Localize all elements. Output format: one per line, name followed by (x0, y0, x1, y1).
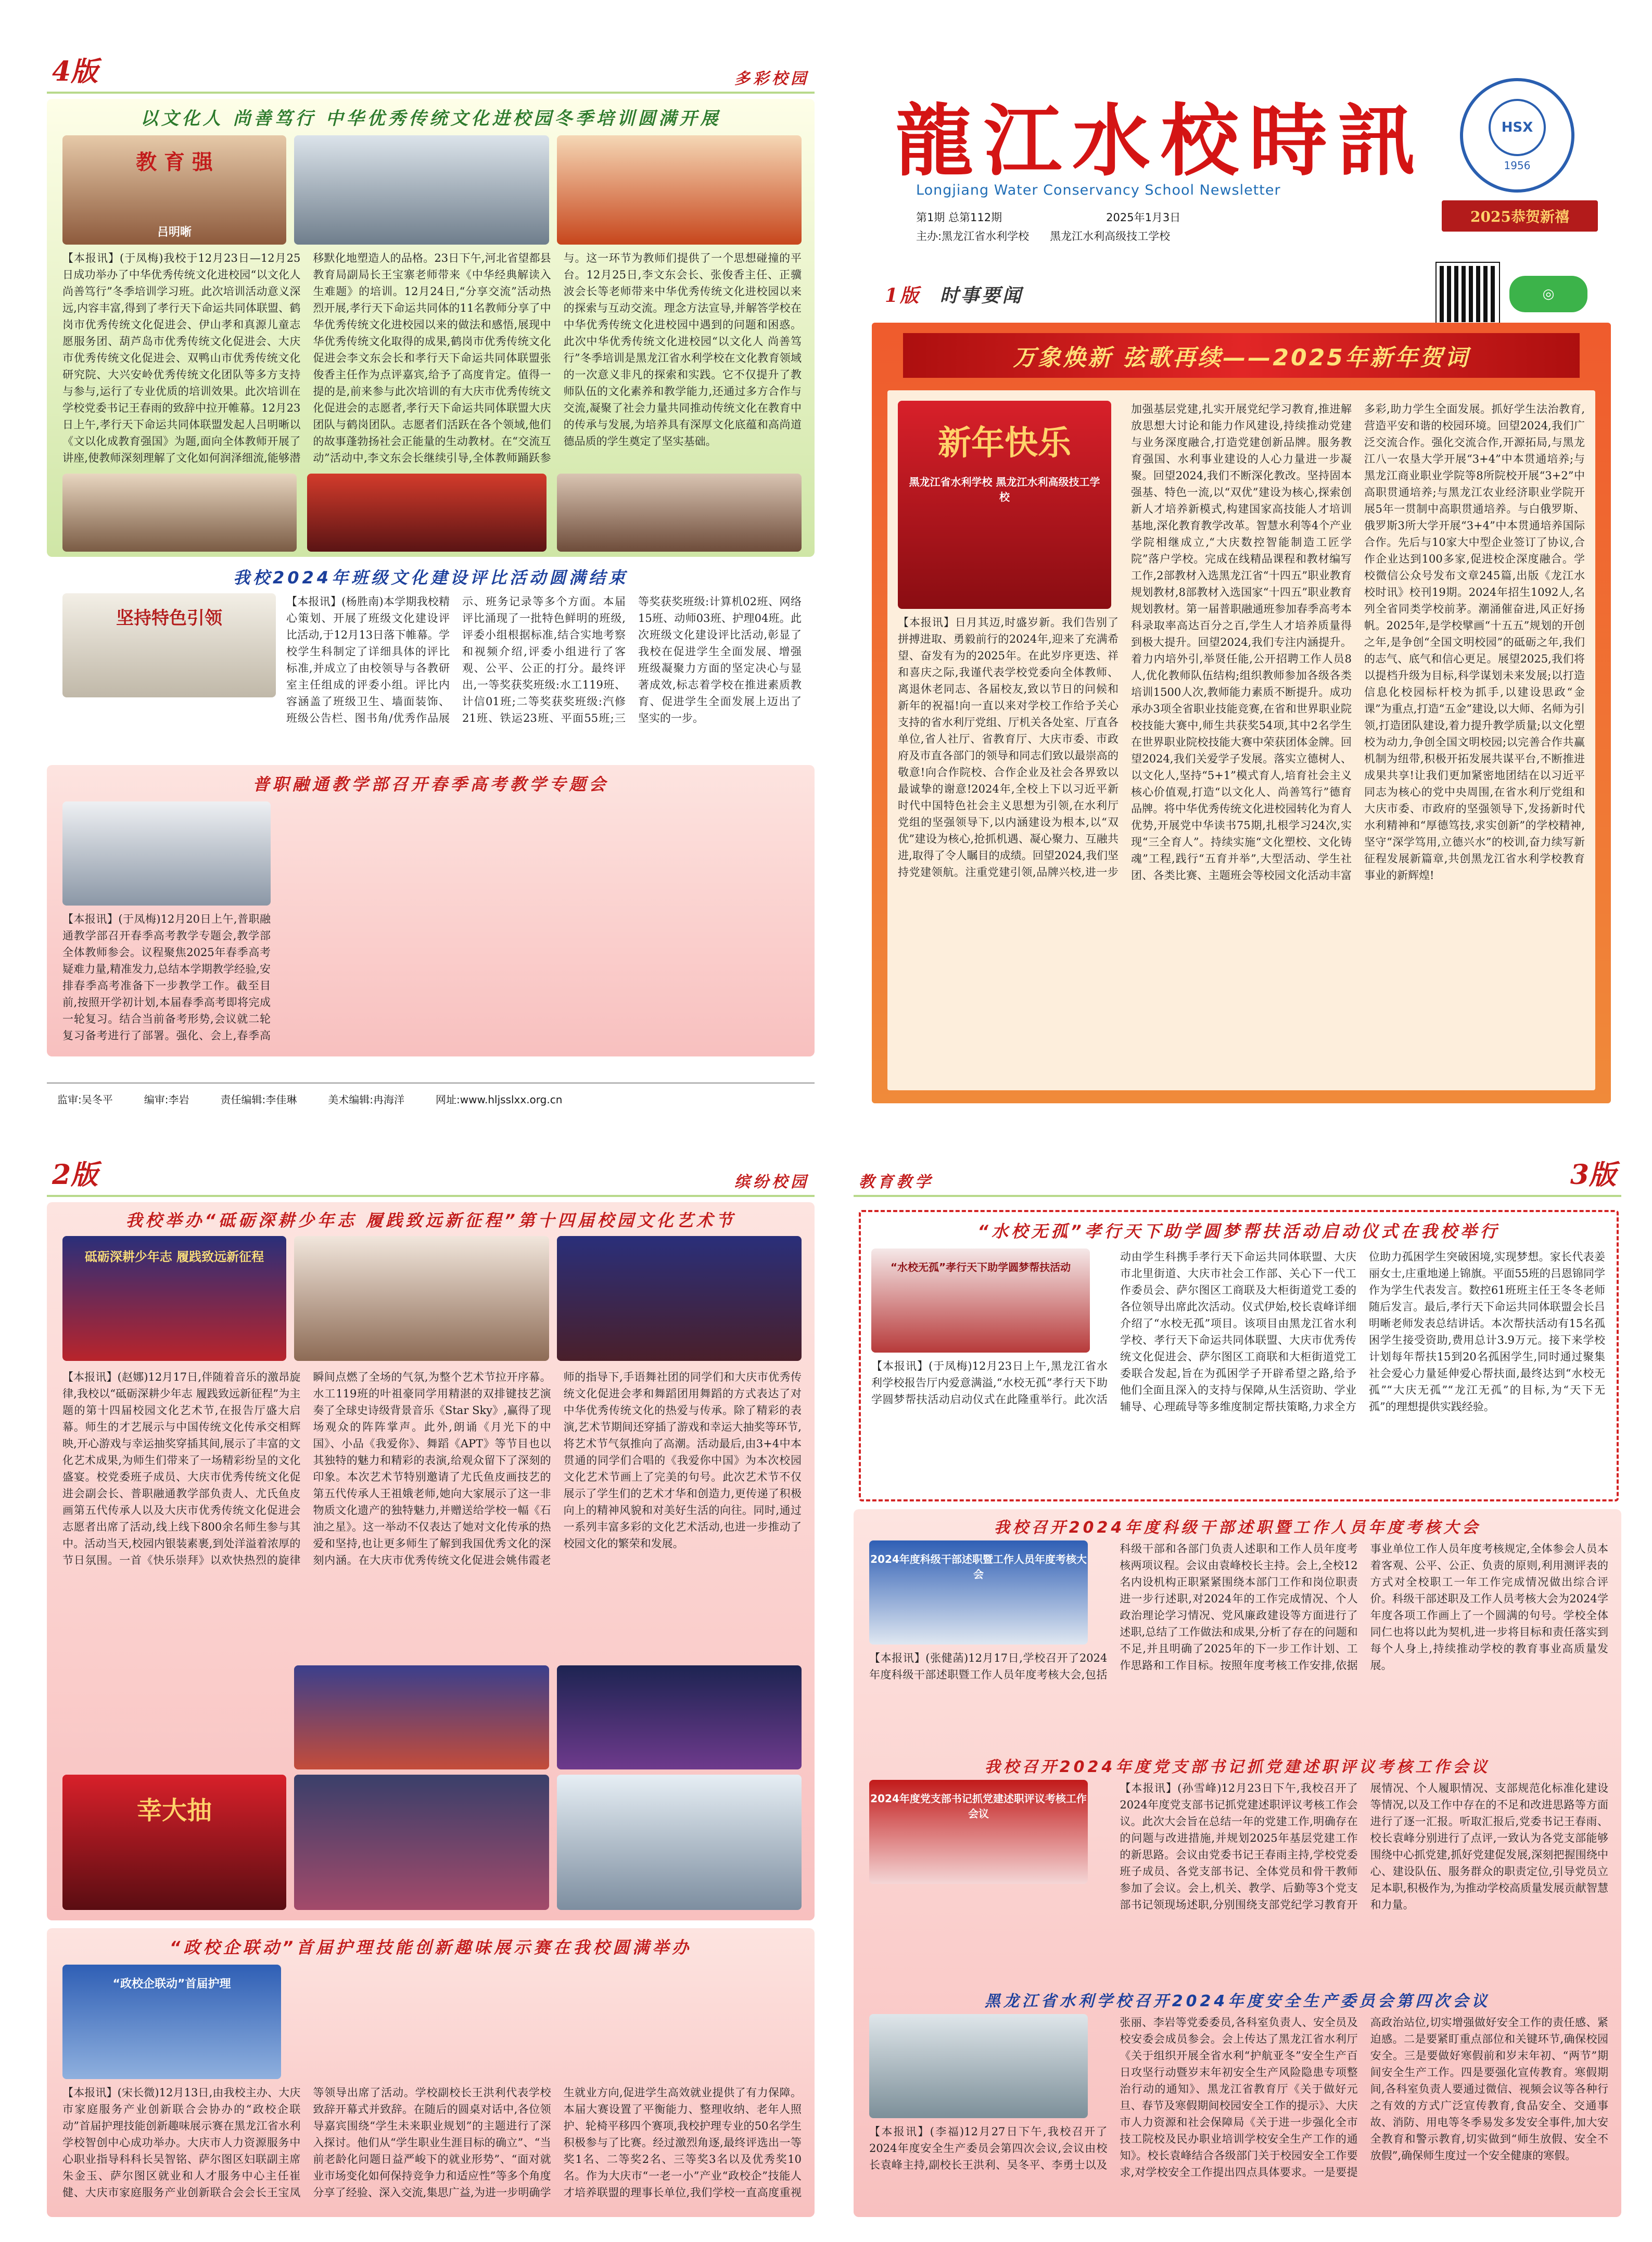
article-photo (62, 1965, 281, 2079)
article-title: 以文化人 尚善笃行 中华优秀传统文化进校园冬季培训圆满开展 (140, 108, 721, 129)
article-photo (62, 474, 297, 552)
sponsor: 主办:黑龙江省水利学校 (916, 230, 1030, 243)
article-box (859, 1210, 1619, 1501)
article-title: 普职融通教学部召开春季高考教学专题会 (252, 774, 609, 794)
photo-caption: 2024年度科级干部述职暨工作人员年度考核大会 (870, 1553, 1087, 1581)
school-logo (1460, 78, 1574, 193)
issue-info (916, 208, 1437, 246)
section-name: 缤纷校园 (734, 1173, 809, 1191)
article-text (869, 1540, 1608, 1749)
article-box (47, 1928, 815, 2217)
headline: 万象焕新 弦歌再续——2025年新年贺词 (903, 333, 1580, 378)
headline-text (898, 401, 1585, 1082)
page-1 (854, 57, 1621, 1114)
article-title: “水校无孤”孝行天下助学圆梦帮扶活动启动仪式在我校举行 (977, 1221, 1500, 1241)
photo-caption: 教 育 强 (136, 150, 213, 174)
headline-text-body: 【本报讯】日月其迈,时盛岁新。我们告别了拼搏进取、勇毅前行的2024年,迎来了充满希望、奋发有为的2025年。在此岁序更迭、祥和喜庆之际,我谨代表学校党委向全体教师、离退休老同志、各届校友,致以节日的问候和新年的祝福!向一直以来对学校工作给予关心支持的省水利厅党组、厅机关各处室、厅直各单位,省人社厅、省教育厅、大庆市委、市政府及市直各部门的领导和同志们致以最崇高的敬意!向合作院校、合作企业及社会各界致以最诚挚的谢意!2024年,全校上下以习近平新时代中国特色社会主义思想为引领,在水利厅党组的坚强领导下,以内涵建设为根本,以“双优”建设为核心,抢抓机遇、凝心聚力、互融共进,取得了令人瞩目的成绩。回望2024,我们坚持党建领航。注重党建引领,品牌兴校,进一步加强基层党建,扎实开展党纪学习教育,推进解放思想大讨论和能力作风建设,持续推动党建与业务深度融合,打造党建创新品牌。服务教育强国、水利事业建设的人心力量进一步凝聚。回望2024,我们不断深化教改。坚持固本强基、特色一流,以“双优”建设为核心,探索创新人才培养新模式,构建国家高技能人才培训基地,深化教育教学改革。智慧水利等4个产业学院相继成立,“大庆数控智能制造工匠学院”落户学校。完成在线精品课程和教材编写工作,2部教材入选黑龙江省“十四五”职业教育规划教材,8部教材入选国家“十四五”职业教育规划教材。第一届普职融通班参加春季高考本科录取率高达百分之百,学生人才培养质量得到极大提升。回望2024,我们专注内涵提升。着力内培外引,举贤任能,公开招聘工作人员8人,优化教师队伍结构;组织教师参加各级各类培训1500人次,教师能力素质不断提升。成功承办3项全省职业技能竞赛,在省和世界职业院校技能大赛中,师生共获奖54项,其中2名学生在世界职业院校技能大赛中荣获团体金牌。回望2024,我们关爱学子发展。落实立德树人、以文化人,坚持“5+1”模式育人,培育社会主义核心价值观,打造“以文化人、尚善笃行”德育品牌。将中华优秀传统文化进校园转化为育人优势,开展党中华读书75期,扎根学习24次,实现“三全育人”。持续实施“文化塑校、文化铸魂”工程,践行“五育并举”,大型活动、学生社团、各类比赛、主题班会等校园文化活动丰富多彩,助力学生全面发展。抓好学生法治教育,营造平安和谐的校园环境。回望2024,我们广泛交流合作。强化交流合作,开源拓局,与黑龙江八一农垦大学开展“3+4”中本贯通培养;与黑龙江商业职业学院等8所院校开展“3+2”中高职贯通培养;与黑龙江农业经济职业学院开展5年一贯制中高职贯通培养。与白俄罗斯、俄罗斯3所大学开展“3+4”中本贯通培养国际合作。先后与10家大中型企业签订了协议,合作企业达到100多家,促进校企深度融合。学校微信公众号发布文章245篇,出版《龙江水校时讯》校刊19期。2024年招生1092人,名列全省同类学校前茅。潮涌催奋进,风正好扬帆。2025年,是学校擘画“十五五”规划的开创之年,是争创“全国文明校园”的砥砺之年,我们的志气、底气和信心更足。展望2025,我们将以提档升级为目标,科学谋划未来发展;以打造信息化校园标杆校为抓手,以建设思政“金课”为重点,打造“五金”建设,以大师、名师为引领,打造团队建设,着力提升教学质量;以文化塑校为动力,争创全国文明校园;以完善合作共赢机制为纽带,积极开拓发展共谋平台,不断推进成果共享!让我们更加紧密地团结在以习近平同志为核心的党中央周围,在省水利厅党组和大庆市委、市政府的坚强领导下,发扬新时代水利精神和“厚德笃技,求实创新”的学校精神,坚守“深学笃用,立德兴水”的校训,奋力续写新征程发展新篇章,共创黑龙江省水利学校教育事业的新辉煌! (898, 403, 1585, 882)
article-text (869, 1780, 1608, 1978)
section-name: 教育教学 (859, 1173, 934, 1191)
article-photo (557, 474, 802, 552)
article-text: 【本报讯】(于凤梅)我校于12月23日—12月25日成功举办了中华优秀传统文化进校园“以文化人 尚善笃行”冬季培训学习班。此次培训活动意义深远,内容丰富,得到了孝行天下命运共同体联盟、鹤岗市优秀传统文化促进会、伊山孝和真源儿童志愿服务团、葫芦岛市优秀传统文化促进会、大庆市优秀传统文化促进会、双鸭山市优秀传统文化研究院、大兴安岭优秀传统文化团队等多方支持与参与,运行了专业优质的培训效果。此次培训在学校党委书记王春雨的致辞中拉开帷幕。12月23日上午,孝行天下命运共同体联盟发起人吕明晰以《文以化成教育强国》为题,面向全体教师开展了讲座,使教师深刻理解了文化如何润泽细流,能够潜移默化地塑造人的品格。23日下午,河北省望都县教育局副局长王宝寨老师带来《中华经典解读入生难题》的培训。12月24日,“分享交流”活动热烈开展,孝行天下命运共同体的11名教师分享了中华优秀传统文化进校园以来的做法和感悟,展现中华优秀传统文化取得的成果,鹤岗市优秀传统文化促进会李文东会长和孝行天下命运共同体联盟张俊香主任作为点评嘉宾,给予了高度肯定。值得一提的是,前来参与此次培训的有大庆市优秀传统文化促进会的志愿者,孝行天下命运共同体联盟大庆团队与鹤岗团队。志愿者们活跃在各个领域,他们的故事蓬勃扬社会正能量的生动教材。在“交流互动”活动中,李文东会长继续引导,全体教师踊跃参与。这一环节为教师们提供了一个思想碰撞的平台。12月25日,李文东会长、张俊香主任、正骥波会长等老师带来中华优秀传统文化进校园以来的探索与互动交流。理念方法宣导,并解答学校在中华优秀传统文化进校园中遇到的问题和困惑。此次中华优秀传统文化进校园“以文化人 尚善笃行”冬季培训是黑龙江省水利学校在文化教育领域的一次意义非凡的探索和实践。它不仅提升了教师队伍的文化素养和教学能力,还通过多方合作与交流,凝聚了社会力量共同推动传统文化在教育中的传承与发展,为培养具有深厚文化底蕴和高尚道德品质的学生奠定了坚实基础。 (62, 252, 802, 464)
article-photo (557, 1665, 802, 1769)
section-name: 多彩校园 (734, 70, 809, 88)
new-year-tag: 2025恭贺新禧 (1442, 200, 1598, 232)
page-number: 1版 (885, 285, 921, 307)
article-text: 【本报讯】(宋长微)12月13日,由我校主办、大庆市家庭服务产业创新联合会协办的“政校企联动”首届护理技能创新趣味展示赛在黑龙江省水利学校智创中心成功举办。大庆市人力资源服务中心职业指导科科长吴智铭、萨尔图区妇联副主席朱金玉、萨尔图区就业和人才服务中心主任崔健、大庆市家庭服务产业创新联合会会长王宝凤等领导出席了活动。学校副校长王洪利代表学校致辞开幕式并致辞。在随后的圆桌对话中,各位领导嘉宾围绕“学生未来职业规划”的主题进行了深入探讨。他们从“学生职业生涯目标的确立”、“当前老龄化问题日益严峻下的就业形势”、“面对就业市场变化如何保持竞争力和适应性”等多个角度分享了经验、深入交流,集思广益,为进一步明确学生就业方向,促进学生高效就业提供了有力保障。本届大赛设置了平衡能力、整理收纳、老年人照护、轮椅平移四个赛项,我校护理专业的50名学生积极参与了比赛。经过激烈角逐,最终评选出一等奖1名、二等奖2名、三等奖3名以及优秀奖10名。作为大庆市“一老一小”产业“政校企”技能人才培养联盟的理事长单位,我们学校一直高度重视 (62, 2086, 802, 2199)
newspaper-title: 龍江水校時訊 (895, 95, 1427, 187)
article-title: 我校召开2024年度科级干部述职暨工作人员年度考核大会 (994, 1519, 1481, 1537)
footer-website[interactable]: 网址:www.hljsslxx.org.cn (436, 1093, 563, 1106)
footer-supervisor: 监审:吴冬平 (57, 1093, 113, 1106)
logo-year: 1956 (1504, 159, 1531, 172)
article-photo (62, 1236, 286, 1361)
page-number: 2版 (52, 1161, 98, 1191)
article-title: 我校2024年班级文化建设评比活动圆满结束 (233, 568, 629, 588)
article-text-body: 【本报讯】(李福)12月27日下午,我校召开了2024年度安全生产委员会第四次会议,会议由校长袁峰主持,副校长王洪利、吴冬平、李勇士以及张丽、李岩等党委委员,各科室负责人、安全员及校安委会成员参会。会上传达了黑龙江省水利厅《关于组织开展全省水利“护航亚冬”安全生产百日攻坚行动暨岁末年初安全生产风险隐患专项整治行动的通知》、黑龙江省教育厅《关于做好元旦、春节及寒假期间校园安全工作的提示》、大庆市人力资源和社会保障局《关于进一步强化全市技工院校及民办职业培训学校安全生产工作的通知》。校长袁峰结合各级部门关于校园安全工作要求,对学校安全工作提出四点具体要求。一是要提高政治站位,切实增强做好安全工作的责任感、紧迫感。二是要紧盯重点部位和关键环节,确保校园安全。三是要做好寒假前和岁末年初、“两节”期间安全生产工作。四是要强化宣传教育。寒假期间,各科室负责人要通过微信、视频会议等各种行之有效的方式广泛宣传教育,食品安全、交通事故、消防、用电等冬季易发多发安全事件,加大安全教育和警示教育,切实做到“师生放假、安全不放假”,确保师生度过一个安全健康的寒假。 (869, 2016, 1608, 2179)
article-photo (557, 135, 802, 245)
page-header (47, 1161, 815, 1197)
headline-box (872, 323, 1611, 1103)
photo-banner: 砥砺深耕少年志 履践致远新征程 (84, 1250, 264, 1264)
article-photo (294, 1236, 549, 1361)
articles-box (854, 1509, 1621, 2217)
article-text (869, 2014, 1608, 2212)
footer-editor: 编审:李岩 (144, 1093, 189, 1106)
photo-caption: “政校企联动”首届护理 (112, 1978, 231, 1991)
photo-subcaption: 黑龙江省水利学校 黑龙江水利高级技工学校 (909, 476, 1100, 503)
sponsor-2: 黑龙江水利高级技工学校 (1050, 230, 1171, 243)
photo-caption: 坚持特色引领 (116, 608, 222, 629)
article-text: 【本报讯】(杨胜南)本学期我校精心策划、开展了班级文化建设评比活动,于12月13日落下帷幕。学校学生科制定了详细具体的评比标准,并成立了由校领导与各教研室主任组成的评委小组。评比内容涵盖了班级卫生、墙面装饰、班级公告栏、图书角/优秀作品展示、班务记录等多个方面。本届评比涌现了一批特色鲜明的班级,评委小组根据标准,结合实地考察和视频介绍,评委小组进行了客观、公平、公正的打分。最终评出,一等奖获奖班级:水工119班、计信01班;二等奖获奖班级:汽修21班、铁运23班、平面55班;三等奖获奖班级:计算机02班、网络15班、动师03班、护理04班。此次班级文化建设评比活动,彰显了我校在促进学生全面发展、增强班级凝聚力方面的坚定决心与显著成效,标志着学校在推进素质教育、促进学生全面发展上迈出了坚实的一步。 (286, 595, 802, 724)
headline-body (887, 390, 1595, 1090)
article-text: 【本报讯】(于凤梅)12月20日上午,普职融通教学部召开春季高考教学专题会,教学部全体教师参会。议程聚焦2025年春季高考疑难力量,精准发力,总结本学期教学经验,安排春季高考准备下一步教学工作。截至目前,按照开学初计划,本届春季高考即将完成一轮复习。结合当前备考形势,会议就二轮复习备考进行了部署。强化、会上,春季高 (62, 913, 271, 1042)
qr-code-icon[interactable] (1437, 263, 1499, 325)
logo-text: HSX (1489, 99, 1546, 156)
article-photo (62, 801, 271, 906)
article-title: 黑龙江省水利学校召开2024年度安全生产委员会第四次会议 (984, 1992, 1491, 2010)
article-photo (294, 1775, 549, 1910)
page-footer (47, 1082, 815, 1114)
section-name: 时事要闻 (939, 285, 1023, 307)
article-photo (62, 1775, 286, 1910)
article-text-body: 【本报讯】(孙雪峰)12月23日下午,我校召开了2024年度党支部书记抓党建述职评议考核工作会议。此次大会旨在总结一年的党建工作,明确存在的问题与改进措施,并规划2025年基层党建工作的新思路。会议由党委书记王春雨主持,学校党委班子成员、各党支部书记、全体党员和骨干教师参加了会议。会上,机关、教学、后勤等3个党支部书记领现场述职,分别围绕支部党纪学习教育开展情况、个人履职情况、支部规范化标准化建设等情况,以及工作中存在的不足和改进思路等方面进行了逐一汇报。听取汇报后,党委书记王春雨、校长袁峰分别进行了点评,一致认为各党支部能够围绕中心抓党建,抓好党建促发展,深刻把握围绕中心、建设队伍、服务群众的职责定位,引导党员立足本职,积极作为,为推动学校高质量发展贡献智慧和力量。 (1120, 1782, 1608, 1911)
footer-duty-editor: 责任编辑:李佳琳 (220, 1093, 297, 1106)
article-box (47, 765, 815, 1056)
page-number: 4版 (52, 57, 98, 87)
page-3 (854, 1161, 1621, 2217)
article-box (47, 1202, 815, 1920)
page-header (47, 57, 815, 94)
footer-art-editor: 美术编辑:冉海洋 (328, 1093, 404, 1106)
article-title: “政校企联动”首届护理技能创新趣味展示赛在我校圆满举办 (169, 1938, 692, 1957)
masthead (854, 57, 1621, 255)
photo-spacer (869, 1540, 1107, 1650)
article-text: 【本报讯】(赵娜)12月17日,伴随着音乐的激昂旋律,我校以“砥砺深耕少年志 履践致远新征程”为主题的第十四届校园文化艺术节,在报告厅盛大启幕。师生的才艺展示与中国传统文化传承交相辉映,开心游戏与幸运抽奖穿插其间,展示了丰富的文化艺术成果,为师生们带来了一场精彩纷呈的文化盛宴。校党委班子成员、大庆市优秀传统文化促进会副会长、普职融通教学部负责人、尤氏鱼皮画第五代传承人以及大庆市优秀传统文化促进会志愿者出席了活动,线上线下800余名师生参与其中。活动当天,校园内银装素裹,到处洋溢着浓厚的节日氛围。一首《快乐崇拜》以欢快热烈的旋律瞬间点燃了全场的气氛,为整个艺术节拉开序幕。水工119班的叶祖豪同学用精湛的双排键技艺演奏了全球史诗级背景音乐《Star Sky》,赢得了现场观众的阵阵掌声。此外,朗诵《月光下的中国》、小品《我爱你》、舞蹈《APT》等节目也以其独特的魅力和精彩的表演,给观众留下了深刻的印象。本次艺术节特别邀请了尤氏鱼皮画技艺的第五代传承人王祖娥老师,她向大家展示了这一非物质文化遗产的独特魅力,并赠送给学校一幅《石油之星》。这一举动不仅表达了她对文化传承的热爱和坚持,也让更多师生了解到我国优秀文化的深刻内涵。在大庆市优秀传统文化促进会姚伟霞老师的指导下,手语舞社团的同学们和大庆市优秀传统文化促进会孝和舞蹈团用舞蹈的方式表达了对中华优秀传统文化的热爱与传承。除了精彩的表演,艺术节期间还穿插了游戏和幸运大抽奖等环节,将艺术节气氛推向了高潮。活动最后,由3+4中本贯通的同学们合唱的《我爱你中国》为本次校园文化艺术节画上了完美的句号。此次艺术节不仅展示了学生们的艺术才华和创造力,更传递了积极向上的精神风貌和对美好生活的向往。同时,通过一系列丰富多彩的文化艺术活动,也进一步推动了校园文化的繁荣和发展。 (62, 1371, 802, 1566)
photo-caption: “水校无孤”孝行天下助学圆梦帮扶活动 (890, 1261, 1071, 1273)
photo-spacer (871, 1249, 1108, 1358)
article-text (871, 1249, 1605, 1496)
page-2 (47, 1161, 815, 2217)
article-photo (307, 474, 547, 552)
article-photo (294, 135, 549, 245)
article-text-body: 【本报讯】(张健菡)12月17日,学校召开了2024年度科级干部述职暨工作人员年度考核大会,包括科级干部和各部门负责人述职和工作人员年度考核两项议程。会议由袁峰校长主持。会上,全校12名内设机构正职紧紧围绕本部门工作和岗位职责进一步行述职,对2024年的工作完成情况、个人政治理论学习情况、党风廉政建设等方面进行了述职,总结了工作做法和成果,分析了存在的问题和不足,并且明确了2025年的下一步工作计划、工作思路和工作目标。按照年度考核工作安排,依据事业单位工作人员年度考核规定,全体参会人员本着客观、公平、公正、负责的原则,利用测评表的方式对全校职工一年工作完成情况做出综合评价。科级干部述职及工作人员考核大会为2024学年度各项工作画上了一个圆满的句号。学校全体同仁也将以此为契机,进一步将目标和责任落实到每个人身上,持续推动学校的教育事业高质量发展。 (869, 1543, 1608, 1681)
photo-spacer (869, 2014, 1107, 2123)
photo-name: 吕明晰 (157, 226, 192, 239)
photo-spacer (869, 1780, 1107, 1889)
page-number: 3版 (1570, 1161, 1616, 1191)
issue-date: 2025年1月3日 (1106, 211, 1181, 224)
article-box (47, 99, 815, 557)
article-photo (294, 1665, 549, 1769)
page-4 (47, 57, 815, 1114)
wechat-icon[interactable]: ◎ (1509, 276, 1587, 312)
article-text-body: 【本报讯】(于凤梅)12月23日上午,黑龙江省水利学校报告厅内爱意满溢,“水校无孤”孝行天下助学圆梦帮扶活动启动仪式在此隆重举行。此次活动由学生科携手孝行天下命运共同体联盟、大庆市北里街道、大庆市社会工作部、关心下一代工作委员会、萨尔图区工商联及大柜街道党工委的各位领导出席此次活动。仪式伊始,校长袁峰详细介绍了“水校无孤”项目。该项目由黑龙江省水利学校、孝行天下命运共同体联盟、大庆市优秀传统文化促进会、萨尔图区工商联和大柜街道党工委联合发起,旨在为孤困学子开辟希望之路,给予他们全面且深入的支持与保障,从生活资助、学业辅导、心理疏导等多维度制定帮扶策略,力求全方位助力孤困学生突破困境,实现梦想。家长代表姜丽女士,庄重地递上锦旗。平面55班的吕恩锦同学作为学生代表发言。数控61班班主任王冬冬老师随后发言。最后,孝行天下命运共同体联盟会长吕明晰老师发表总结讲话。本次帮扶活动有15名孤困学生接受资助,费用总计3.9万元。接下来学校计划每年帮扶15到20名孤困学生,同时通过聚集社会爱心力量延伸爱心帮扶面,最终达到“水校无孤”“大庆无孤”“龙江无孤”的目标,为“天下无孤”的理想提供实践经验。 (871, 1251, 1605, 1413)
article-title: 我校召开2024年度党支部书记抓党建述职评议考核工作会议 (984, 1758, 1491, 1776)
article-photo (557, 1775, 802, 1910)
photo-spacer (898, 401, 1119, 614)
article-title: 我校举办“砥砺深耕少年志 履践致远新征程”第十四届校园文化艺术节 (125, 1211, 736, 1230)
photo-caption: 2024年度党支部书记抓党建述职评议考核工作会议 (870, 1792, 1087, 1820)
page-header (854, 1161, 1621, 1197)
article-block (47, 562, 815, 770)
issue-number: 第1期 总第112期 (916, 211, 1002, 224)
photo-caption: 新年快乐 (938, 424, 1071, 463)
article-photo (557, 1236, 802, 1361)
newspaper-title-en: Longjiang Water Conservancy School Newsletter (916, 182, 1281, 198)
page-section (885, 281, 1023, 308)
article-photo (62, 135, 286, 245)
photo-caption: 幸大抽 (136, 1796, 212, 1825)
